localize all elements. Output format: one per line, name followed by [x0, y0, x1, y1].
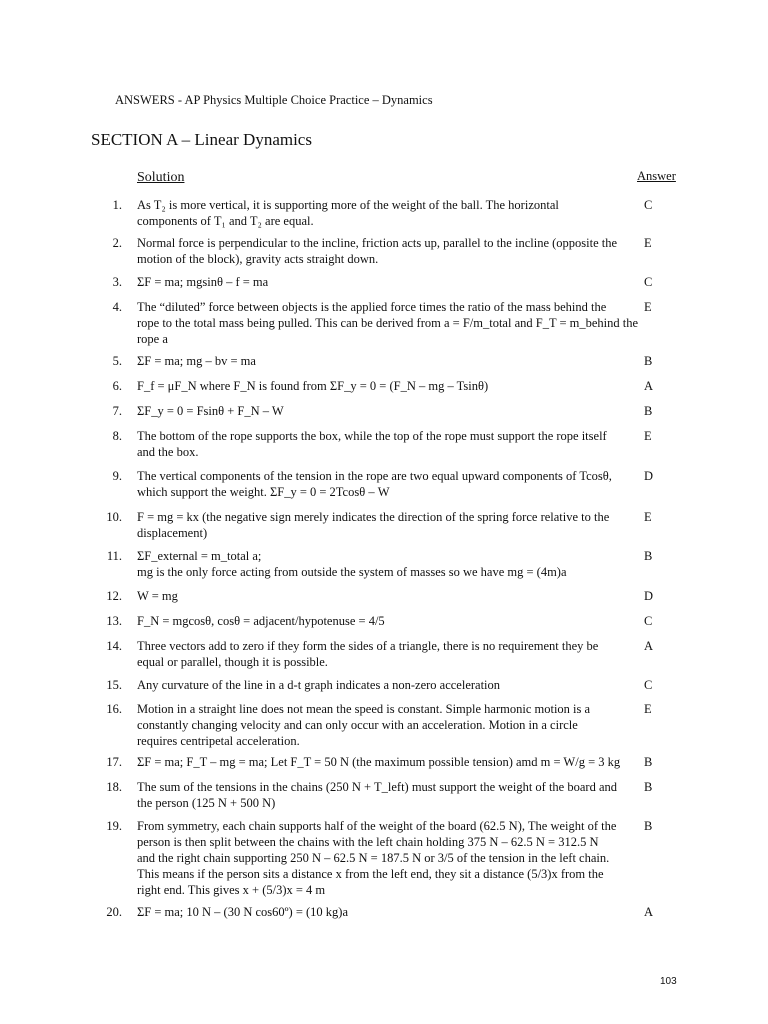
solution-text	[137, 353, 622, 369]
solution-line: constantly changing velocity and can only occur with an acceleration. Motion in a circle	[137, 718, 578, 732]
question-number: 12.	[106, 589, 122, 603]
solution-line: The “diluted” force between objects is the applied force times the ratio of the mass behind the	[137, 300, 607, 314]
solution-text	[137, 403, 622, 419]
solution-line: mg is the only force acting from outside the system of masses so we have mg = (4m)a	[137, 565, 567, 579]
solution-text	[137, 235, 622, 267]
solution-line: ΣF_external = m_total a;	[137, 549, 262, 563]
solution-line: requires centripetal acceleration.	[137, 734, 300, 748]
answer-letter: E	[644, 236, 652, 250]
solution-text	[137, 428, 622, 460]
answer-letter: A	[644, 905, 654, 919]
question-number: 20.	[106, 905, 122, 919]
answer-letter: E	[644, 300, 652, 314]
answer-letter: B	[644, 404, 653, 418]
solution-text	[137, 904, 622, 920]
answer-letter: B	[644, 549, 653, 563]
answer-letter: C	[644, 198, 653, 212]
page-number: 103	[660, 976, 677, 987]
solution-text	[137, 754, 622, 770]
question-number: 19.	[106, 819, 122, 833]
solution-line: rope a	[137, 332, 168, 346]
answer-letter: B	[644, 819, 653, 833]
question-number: 1.	[112, 198, 122, 212]
answer-column-header: Answer	[637, 169, 676, 183]
solution-line: person is then split between the chains with the left chain holding 375 N – 62.5 N = 312.5 N	[137, 835, 599, 849]
solution-text	[137, 509, 622, 541]
answer-letter: D	[644, 469, 654, 483]
solution-line: As T₂ is more vertical, it is supporting more of the weight of the ball. The horizontal	[137, 198, 559, 212]
solution-text	[137, 468, 622, 500]
answer-letter: A	[644, 379, 654, 393]
question-number: 16.	[106, 702, 122, 716]
solution-line: components of T₁ and T₂ are equal.	[137, 214, 314, 228]
solution-line: From symmetry, each chain supports half of the weight of the board (62.5 N), The weight of the	[137, 819, 617, 833]
answer-letter: C	[644, 614, 653, 628]
solution-line: F_f = μF_N where F_N is found from ΣF_y = 0 = (F_N – mg – Tsinθ)	[137, 379, 489, 393]
solution-line: ΣF = ma; mg – bv = ma	[137, 354, 256, 368]
question-number: 9.	[112, 469, 122, 483]
question-number: 3.	[112, 275, 122, 289]
answer-letter: C	[644, 678, 653, 692]
solution-line: motion of the block), gravity acts straight down.	[137, 252, 379, 266]
question-number: 5.	[112, 354, 122, 368]
solution-line: ΣF = ma; 10 N – (30 N cos60º) = (10 kg)a	[137, 905, 348, 919]
solution-text	[137, 613, 622, 629]
question-number: 7.	[112, 404, 122, 418]
solution-line: The vertical components of the tension in the rope are two equal upward components of Tcosθ,	[137, 469, 612, 483]
solution-line: W = mg	[137, 589, 178, 603]
solution-text	[137, 677, 622, 693]
solution-text	[137, 274, 622, 290]
solution-line: ΣF_y = 0 = Fsinθ + F_N – W	[137, 404, 284, 418]
answer-letter: C	[644, 275, 653, 289]
question-number: 2.	[112, 236, 122, 250]
question-number: 10.	[106, 510, 122, 524]
question-number: 15.	[106, 678, 122, 692]
solution-line: ΣF = ma; mgsinθ – f = ma	[137, 275, 269, 289]
solution-line: rope to the total mass being pulled. This can be derived from a = F/m_total and F_T = m_behind the	[137, 316, 639, 330]
question-number: 18.	[106, 780, 122, 794]
answer-letter: B	[644, 780, 653, 794]
solution-text	[137, 197, 622, 229]
solution-text	[137, 378, 622, 394]
solution-line: The bottom of the rope supports the box, while the top of the rope must support the rope itself	[137, 429, 607, 443]
question-number: 6.	[112, 379, 122, 393]
solution-text	[137, 638, 622, 670]
question-number: 11.	[106, 549, 122, 563]
answer-letter: E	[644, 510, 652, 524]
solution-line: Motion in a straight line does not mean the speed is constant. Simple harmonic motion is a	[137, 702, 591, 716]
solution-line: Normal force is perpendicular to the incline, friction acts up, parallel to the incline (opposite the	[137, 236, 618, 250]
solution-text	[137, 818, 622, 898]
solution-line: and the right chain supporting 250 N – 62.5 N = 187.5 N or 3/5 of the tension in the left chain.	[137, 851, 610, 865]
solution-line: the person (125 N + 500 N)	[137, 796, 276, 810]
question-number: 8.	[112, 429, 122, 443]
solution-line: Any curvature of the line in a d-t graph indicates a non-zero acceleration	[137, 678, 501, 692]
answer-letter: B	[644, 755, 653, 769]
question-number: 13.	[106, 614, 122, 628]
solution-line: displacement)	[137, 526, 208, 540]
solution-line: This means if the person sits a distance x from the left end, they sit a distance (5/3)x from the	[137, 867, 604, 881]
solution-line: equal or parallel, though it is possible.	[137, 655, 328, 669]
solution-line: and the box.	[137, 445, 199, 459]
section-title: SECTION A – Linear Dynamics	[91, 130, 312, 149]
solution-text	[137, 588, 622, 604]
answer-letter: D	[644, 589, 654, 603]
solution-line: ΣF = ma; F_T – mg = ma; Let F_T = 50 N (the maximum possible tension) amd m = W/g = 3 kg	[137, 755, 621, 769]
solution-line: F = mg = kx (the negative sign merely indicates the direction of the spring force relative to the	[137, 510, 610, 524]
solution-column-header: Solution	[137, 170, 185, 185]
question-number: 14.	[106, 639, 122, 653]
solution-text	[137, 701, 622, 749]
answer-letter: A	[644, 639, 654, 653]
solution-line: F_N = mgcosθ, cosθ = adjacent/hypotenuse = 4/5	[137, 614, 385, 628]
solution-line: right end. This gives x + (5/3)x = 4 m	[137, 883, 326, 897]
solution-line: Three vectors add to zero if they form the sides of a triangle, there is no requirement they be	[137, 639, 599, 653]
answer-letter: E	[644, 429, 652, 443]
solution-text	[137, 779, 622, 811]
doc-title: ANSWERS - AP Physics Multiple Choice Practice – Dynamics	[115, 93, 433, 107]
question-number: 4.	[112, 300, 122, 314]
answer-letter: E	[644, 702, 652, 716]
solution-text	[137, 299, 639, 347]
solution-line: The sum of the tensions in the chains (250 N + T_left) must support the weight of the board and	[137, 780, 617, 794]
answer-letter: B	[644, 354, 653, 368]
solution-line: which support the weight. ΣF_y = 0 = 2Tcosθ – W	[137, 485, 390, 499]
question-number: 17.	[106, 755, 122, 769]
solution-text	[137, 548, 622, 580]
